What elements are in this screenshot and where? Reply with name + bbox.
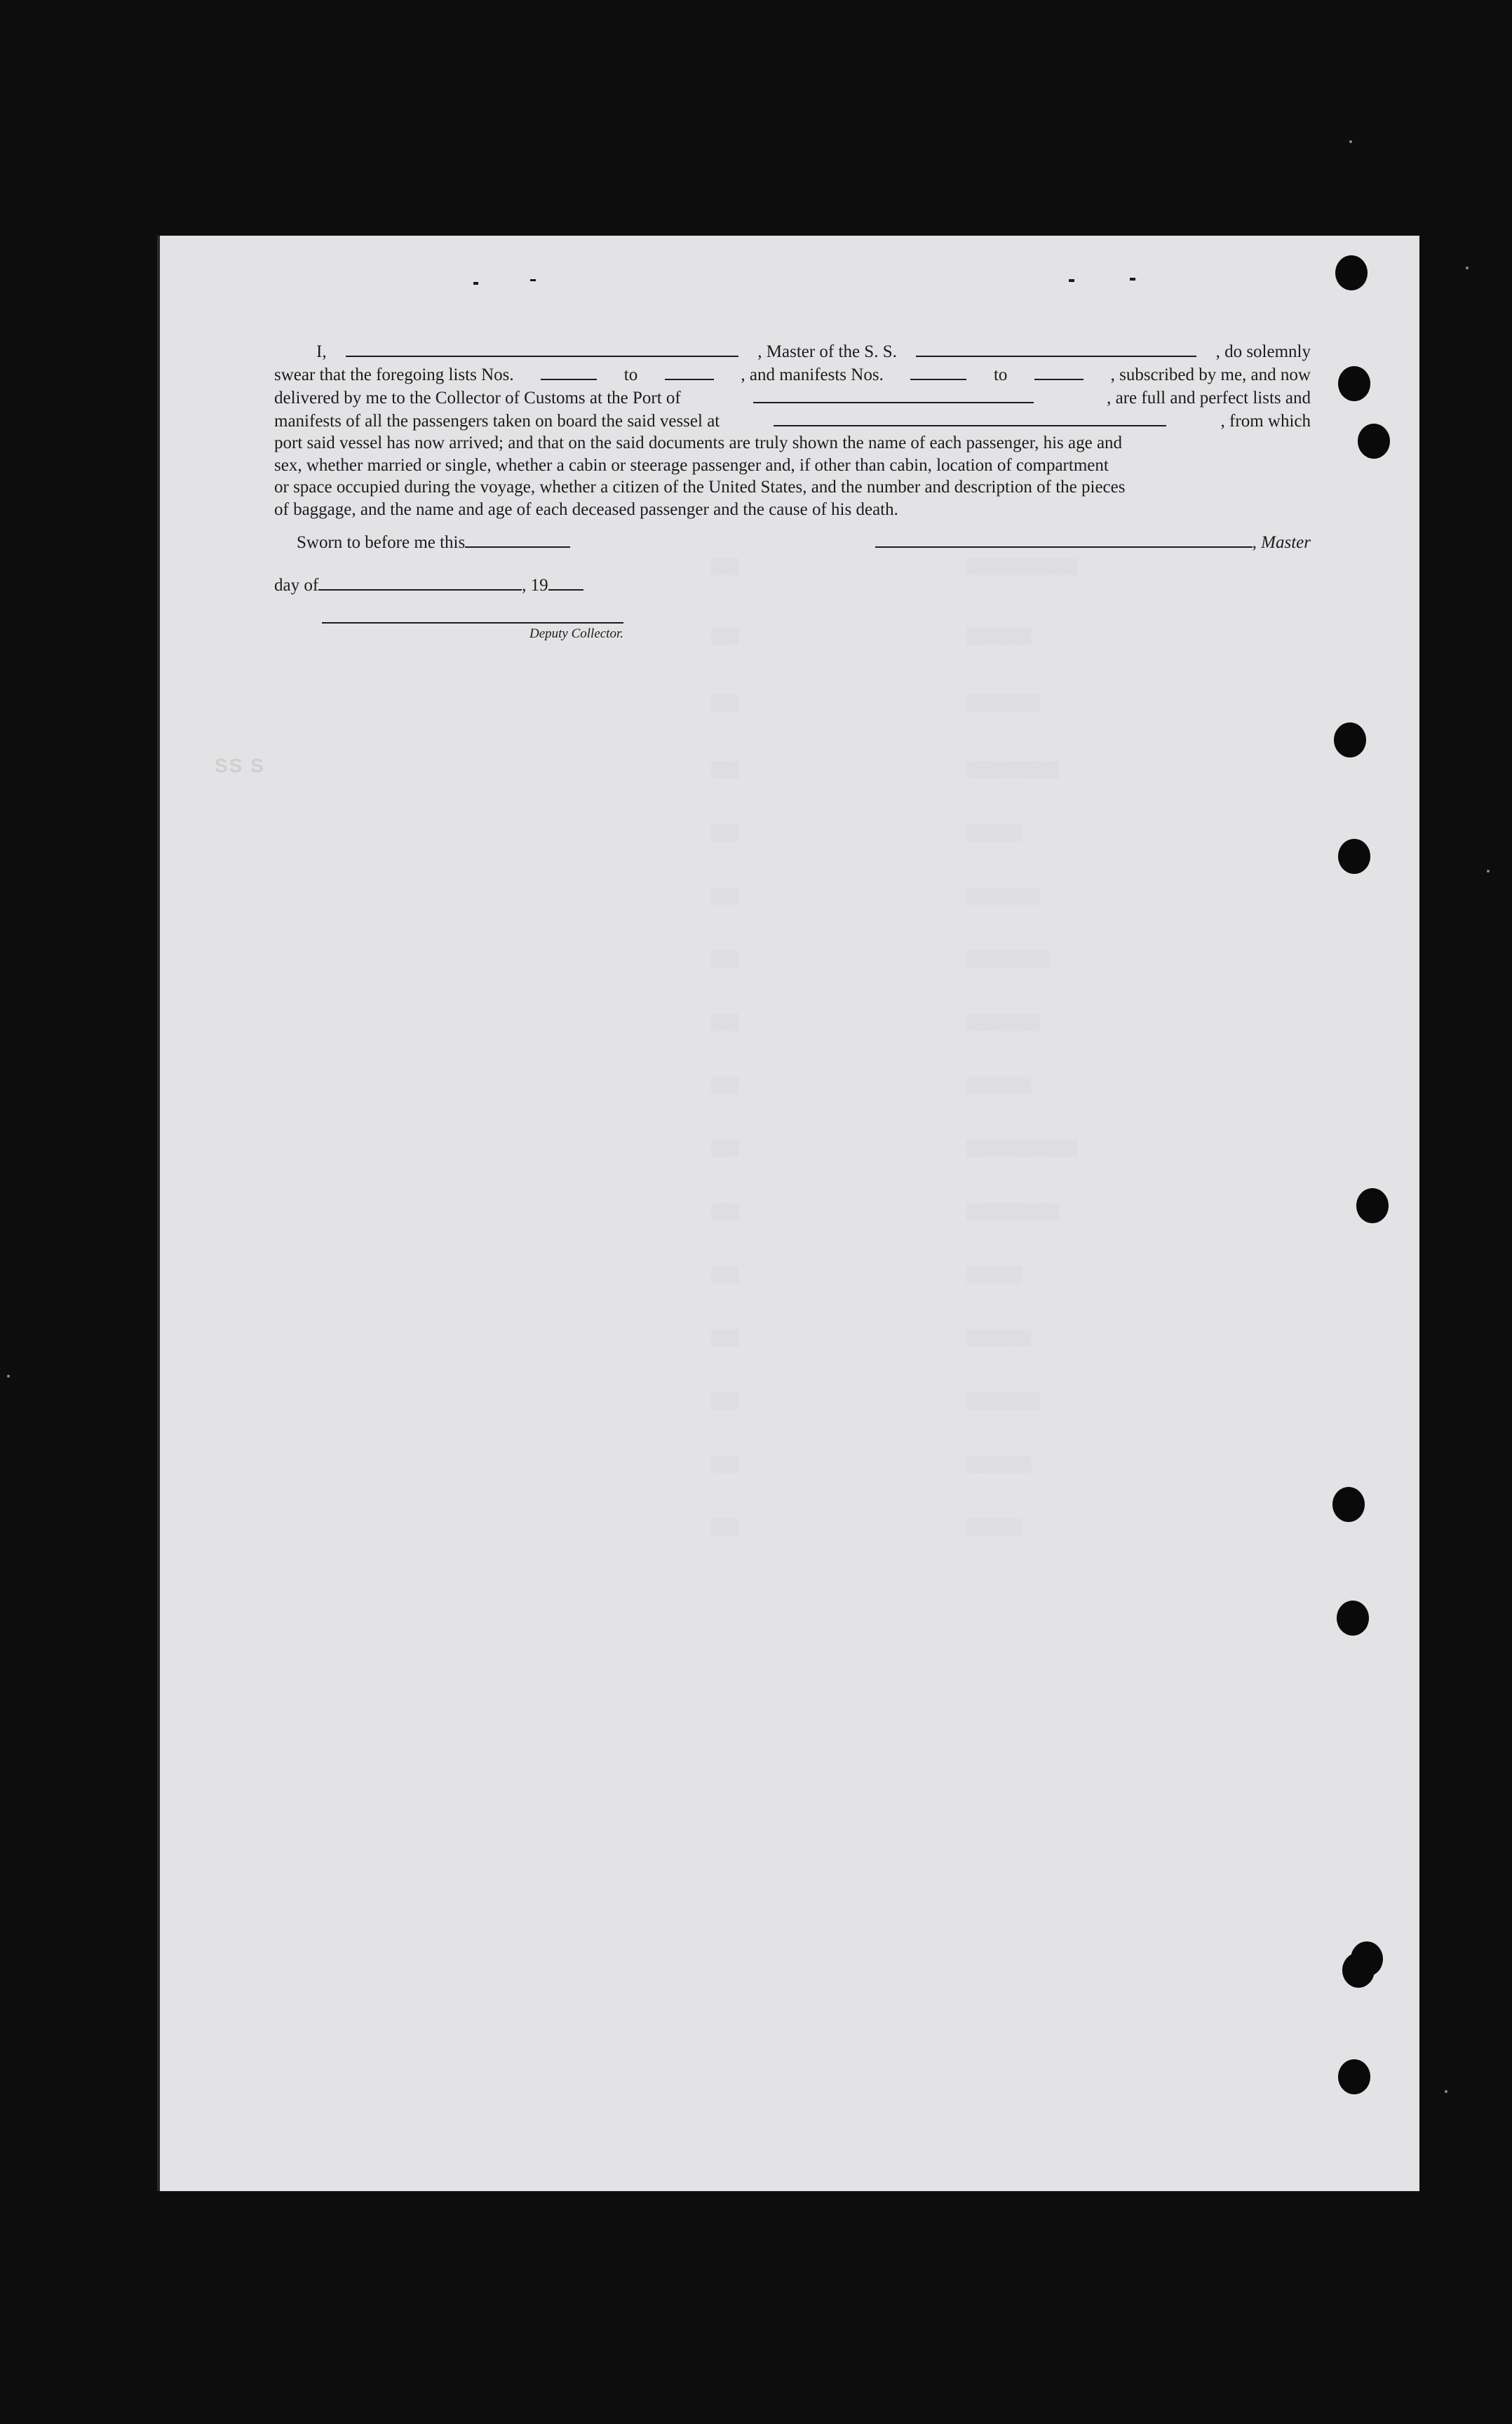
oath-do-solemnly: , do solemnly xyxy=(1215,342,1311,361)
bleed-through-mark: ▒▒▒▒▒▒▒▒▒▒▒▒ xyxy=(966,558,1078,576)
punch-hole xyxy=(1332,1487,1365,1522)
bleed-through-mark: ▒▒▒ xyxy=(711,1267,739,1284)
bleed-through-mark: ▒▒▒ xyxy=(711,1519,739,1537)
deputy-collector-label: Deputy Collector. xyxy=(529,626,623,641)
list-to-blank xyxy=(665,363,714,380)
bleed-through-mark: ▒▒▒▒▒▒▒▒ xyxy=(966,695,1041,713)
stray-mark xyxy=(530,279,536,281)
film-speck xyxy=(1349,140,1352,143)
master-signature-line xyxy=(875,530,1253,548)
master-name-blank xyxy=(346,339,738,357)
oath-to-2: to xyxy=(993,365,1008,384)
punch-hole xyxy=(1358,424,1390,459)
film-speck xyxy=(1487,870,1490,873)
stray-mark xyxy=(1069,279,1074,282)
bleed-through-mark: ▒▒▒▒▒▒▒ xyxy=(966,628,1032,646)
punch-hole xyxy=(1356,1188,1389,1223)
bleed-through-mark: ▒▒▒ xyxy=(711,762,739,779)
oath-to-1: to xyxy=(623,365,638,384)
deputy-signature-line xyxy=(322,618,623,624)
oath-line-3 xyxy=(274,386,1311,409)
bleed-through-mark: ▒▒▒▒▒▒▒▒ xyxy=(966,1393,1041,1410)
stray-mark xyxy=(473,282,478,285)
day-of-label: day of xyxy=(274,576,319,595)
master-signature-block xyxy=(875,530,1311,553)
oath-line-5 xyxy=(274,432,1311,454)
manifest-page xyxy=(157,236,1419,2191)
punch-hole xyxy=(1338,366,1370,401)
sworn-day-blank xyxy=(465,530,570,548)
film-speck xyxy=(1445,2090,1447,2093)
bleed-through-mark: ▒▒▒▒▒▒ xyxy=(966,1519,1022,1537)
oath-text-5: port said vessel has now arrived; and that on the said documents are truly shown the name of each passenger, his age and xyxy=(274,433,1123,452)
bleed-through-mark: ▒▒▒▒▒▒ xyxy=(966,1267,1022,1284)
punch-hole xyxy=(1351,1941,1383,1977)
margin-stamp: SS S xyxy=(215,755,265,776)
bleed-through-mark: ▒▒▒▒▒▒▒▒ xyxy=(966,1014,1041,1032)
manifest-to-blank xyxy=(1034,363,1084,380)
oath-master-of-ship: , Master of the S. S. xyxy=(757,342,897,361)
bleed-through-mark: ▒▒▒ xyxy=(711,695,739,713)
port-blank xyxy=(753,386,1034,403)
oath-line-8 xyxy=(274,499,1311,521)
bleed-through-mark: ▒▒▒ xyxy=(711,888,739,905)
bleed-through-mark: ▒▒▒▒▒▒ xyxy=(966,825,1022,842)
day-of-row xyxy=(274,574,667,596)
bleed-through-mark: ▒▒▒▒▒▒▒ xyxy=(966,1456,1032,1474)
year-blank xyxy=(548,574,583,591)
film-speck xyxy=(1466,267,1469,269)
film-speck xyxy=(7,1375,10,1378)
bleed-through-mark: ▒▒▒ xyxy=(711,1140,739,1158)
master-oath-paragraph xyxy=(274,339,1311,520)
oath-swear-lists: swear that the foregoing lists Nos. xyxy=(274,365,514,384)
bleed-through-mark: ▒▒▒ xyxy=(711,951,739,969)
month-blank xyxy=(318,574,522,591)
manifest-from-blank xyxy=(910,363,966,380)
oath-line-6 xyxy=(274,454,1311,477)
oath-text-6: sex, whether married or single, whether a cabin or steerage passenger and, if other than cabin, location of compartment xyxy=(274,455,1109,475)
bleed-through-mark: ▒▒▒ xyxy=(711,1393,739,1410)
sworn-before-block xyxy=(274,530,667,642)
bleed-through-mark: ▒▒▒▒▒▒▒▒▒▒ xyxy=(966,1204,1060,1221)
bleed-through-mark: ▒▒▒ xyxy=(711,1077,739,1095)
oath-line-7 xyxy=(274,476,1311,499)
bleed-through-mark: ▒▒▒▒▒▒▒▒▒▒ xyxy=(966,762,1060,779)
oath-i: I, xyxy=(316,342,327,361)
oath-line-4 xyxy=(274,409,1311,432)
stray-mark xyxy=(1130,278,1135,281)
year-prefix: , 19 xyxy=(522,576,548,595)
bleed-through-mark: ▒▒▒▒▒▒▒▒ xyxy=(966,888,1041,905)
sworn-row xyxy=(274,530,667,553)
bleed-through-mark: ▒▒▒ xyxy=(711,825,739,842)
oath-subscribed: , subscribed by me, and now xyxy=(1110,365,1311,384)
bleed-through-mark: ▒▒▒▒▒▒▒▒▒▒▒▒ xyxy=(966,1140,1078,1158)
oath-from-which: , from which xyxy=(1220,411,1311,431)
punch-hole xyxy=(1337,1601,1369,1636)
bleed-through-mark: ▒▒▒ xyxy=(711,558,739,576)
oath-full-perfect: , are full and perfect lists and xyxy=(1107,388,1311,408)
oath-delivered: delivered by me to the Collector of Customs at the Port of xyxy=(274,388,681,408)
oath-text-8: of baggage, and the name and age of each deceased passenger and the cause of his death. xyxy=(274,499,898,519)
punch-hole xyxy=(1338,2059,1370,2094)
master-label: , Master xyxy=(1252,532,1311,552)
bleed-through-mark: ▒▒▒ xyxy=(711,1014,739,1032)
punch-hole xyxy=(1334,722,1366,758)
ship-name-blank xyxy=(916,339,1196,357)
sworn-label: Sworn to before me this xyxy=(297,532,466,552)
bleed-through-mark: ▒▒▒▒▒▒▒ xyxy=(966,1077,1032,1095)
oath-line-2 xyxy=(274,363,1311,386)
bleed-through-mark: ▒▒▒▒▒▒▒ xyxy=(966,1330,1032,1347)
oath-line-1 xyxy=(274,339,1311,363)
bleed-through-mark: ▒▒▒▒▒▒▒▒▒ xyxy=(966,951,1050,969)
bleed-through-mark: ▒▒▒ xyxy=(711,1330,739,1347)
departure-port-blank xyxy=(774,409,1166,426)
oath-manifests-of-all: manifests of all the passengers taken on board the said vessel at xyxy=(274,411,720,431)
punch-hole xyxy=(1338,839,1370,874)
bleed-through-mark: ▒▒▒ xyxy=(711,628,739,646)
oath-manifests-nos: , and manifests Nos. xyxy=(741,365,884,384)
oath-text-7: or space occupied during the voyage, whether a citizen of the United States, and the number and description of the pieces xyxy=(274,478,1126,497)
list-from-blank xyxy=(541,363,597,380)
bleed-through-mark: ▒▒▒ xyxy=(711,1204,739,1221)
punch-hole xyxy=(1335,255,1368,290)
bleed-through-mark: ▒▒▒ xyxy=(711,1456,739,1474)
